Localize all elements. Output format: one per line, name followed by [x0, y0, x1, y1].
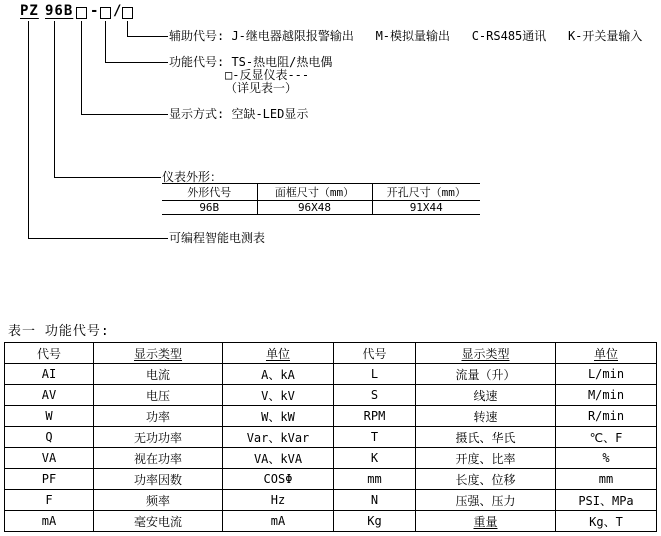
cell: 线速: [416, 385, 556, 406]
product-name-label: 可编程智能电测表: [169, 231, 266, 245]
cell: RPM: [334, 406, 416, 427]
table-row: [5, 490, 657, 511]
cell: 转速: [416, 406, 556, 427]
shape-col-cutout-header: 开孔尺寸（mm）: [372, 184, 480, 201]
table-row: [5, 364, 657, 385]
shape-table: [162, 183, 480, 215]
header-code-1: 代号: [5, 343, 94, 364]
shape-cutout-cell: 91X44: [372, 201, 480, 215]
shape-col-code-header: 外形代号: [187, 186, 232, 199]
cell: 压强、压力: [416, 490, 556, 511]
cell: N: [334, 490, 416, 511]
cell: 电压: [94, 385, 223, 406]
function-table-header-row: [5, 343, 657, 364]
cell: mm: [556, 469, 657, 490]
cell: 长度、位移: [416, 469, 556, 490]
function-table: [4, 342, 657, 532]
aux-code-label: 辅助代号: J-继电器越限报警输出 M-模拟量输出 C-RS485通讯 K-开关量输入: [169, 29, 643, 43]
cell: M/min: [556, 385, 657, 406]
cell: 电流: [94, 364, 223, 385]
cell: 重量: [416, 511, 556, 532]
meter-shape-label: 仪表外形：: [162, 170, 223, 184]
cell: 流量（升）: [416, 364, 556, 385]
function-code-label-line3: （详见表一）: [225, 81, 298, 95]
shape-frame-cell: 96X48: [257, 201, 372, 215]
cell: F: [5, 490, 94, 511]
cell: AI: [5, 364, 94, 385]
header-type-2: 显示类型: [416, 343, 556, 364]
cell: COSΦ: [223, 469, 334, 490]
model-box-display: [76, 7, 87, 19]
table-row: [5, 427, 657, 448]
table-row: [5, 448, 657, 469]
cell: 功率: [94, 406, 223, 427]
model-box-function: [100, 7, 111, 19]
cell: L/min: [556, 364, 657, 385]
header-unit-2: 单位: [556, 343, 657, 364]
model-box-aux: [122, 7, 133, 19]
cell: Kg、T: [556, 511, 657, 532]
model-prefix: PZ: [20, 3, 39, 19]
shape-table-header-row: [162, 184, 480, 201]
cell: mA: [5, 511, 94, 532]
cell: PSI、MPa: [556, 490, 657, 511]
cell: mm: [334, 469, 416, 490]
function-code-label-line2: □-反显仪表---: [225, 68, 310, 82]
cell: W: [5, 406, 94, 427]
cell: V、kV: [223, 385, 334, 406]
table-row: [5, 469, 657, 490]
cell: VA: [5, 448, 94, 469]
cell: 功率因数: [94, 469, 223, 490]
model-slash: /: [113, 3, 123, 19]
cell: 无功功率: [94, 427, 223, 448]
header-type-1: 显示类型: [94, 343, 223, 364]
cell: T: [334, 427, 416, 448]
function-code-label: 功能代号: TS-热电阻/热电偶: [169, 55, 333, 69]
cell: R/min: [556, 406, 657, 427]
cell: %: [556, 448, 657, 469]
header-code-2: 代号: [334, 343, 416, 364]
cell: 频率: [94, 490, 223, 511]
cell: W、kW: [223, 406, 334, 427]
shape-code-cell: 96B: [199, 201, 220, 214]
cell: A、kA: [223, 364, 334, 385]
cell: 开度、比率: [416, 448, 556, 469]
connector-product-name: [28, 21, 168, 239]
cell: 毫安电流: [94, 511, 223, 532]
header-unit-1: 单位: [223, 343, 334, 364]
cell: AV: [5, 385, 94, 406]
cell: ℃、F: [556, 427, 657, 448]
shape-table-row: [162, 201, 480, 215]
model-dash: -: [90, 3, 100, 19]
cell: K: [334, 448, 416, 469]
display-mode-label: 显示方式: 空缺-LED显示: [169, 107, 309, 121]
cell: S: [334, 385, 416, 406]
cell: 视在功率: [94, 448, 223, 469]
cell: VA、kVA: [223, 448, 334, 469]
table-row: [5, 511, 657, 532]
cell: Var、kVar: [223, 427, 334, 448]
cell: PF: [5, 469, 94, 490]
model-size-code: 96B: [45, 3, 74, 19]
cell: Kg: [334, 511, 416, 532]
cell: mA: [223, 511, 334, 532]
shape-col-frame-header: 面框尺寸（mm）: [257, 184, 372, 201]
table-row: [5, 385, 657, 406]
cell: Hz: [223, 490, 334, 511]
table-row: [5, 406, 657, 427]
cell: L: [334, 364, 416, 385]
cell: Q: [5, 427, 94, 448]
cell: 摄氏、华氏: [416, 427, 556, 448]
function-table-title: 表一 功能代号:: [8, 324, 110, 339]
